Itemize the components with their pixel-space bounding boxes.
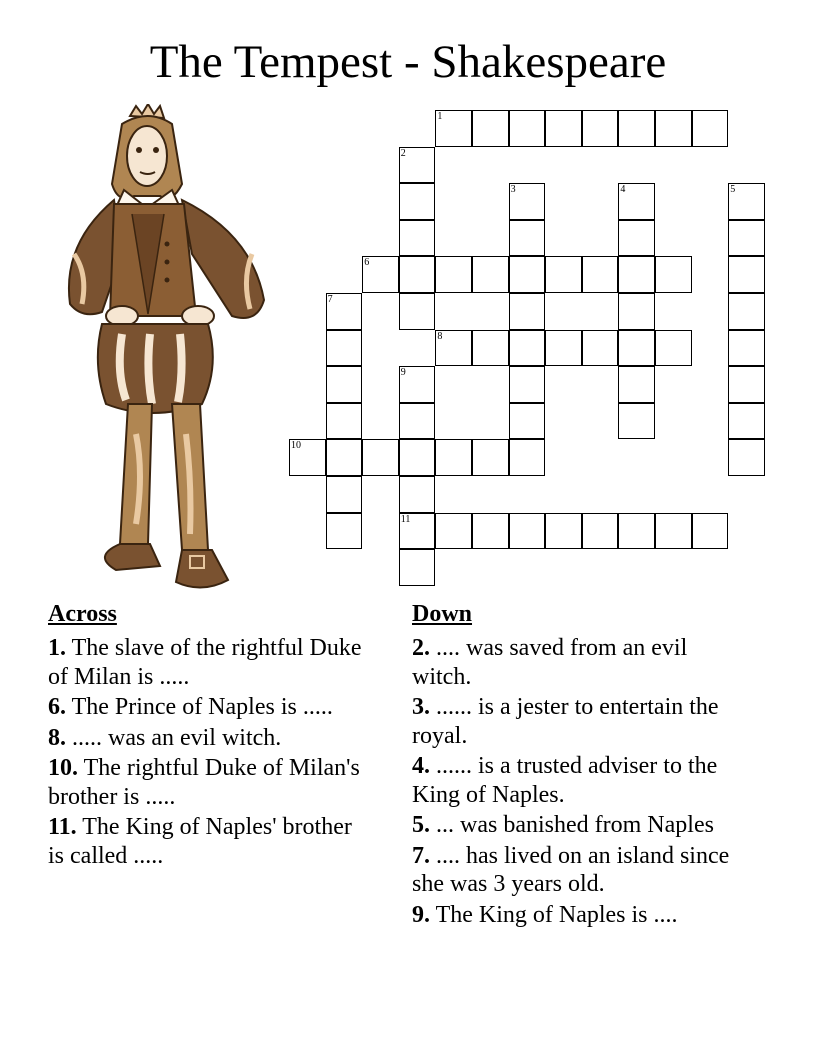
grid-cell[interactable] [728,183,765,220]
grid-cell[interactable] [728,330,765,367]
across-clue-6: 6. The Prince of Naples is ..... [48,694,333,720]
grid-cell[interactable] [655,513,692,550]
grid-cell[interactable] [326,403,363,440]
clue-number: 5 [730,184,736,196]
grid-cell[interactable] [399,147,436,184]
grid-cell[interactable] [399,513,436,550]
grid-cell[interactable] [728,366,765,403]
grid-cell[interactable] [582,330,619,367]
down-clue-4: 4. ...... is a trusted adviser to the King of Naples. [412,753,718,808]
grid-cell[interactable] [326,476,363,513]
grid-cell[interactable] [435,256,472,293]
grid-cell[interactable] [509,183,546,220]
grid-cell[interactable] [472,439,509,476]
grid-cell[interactable] [326,439,363,476]
grid-cell[interactable] [728,293,765,330]
grid-cell[interactable] [399,549,436,586]
grid-cell[interactable] [509,220,546,257]
grid-cell[interactable] [509,439,546,476]
clue-number: 3 [510,184,516,196]
grid-cell[interactable] [655,110,692,147]
grid-cell[interactable] [435,439,472,476]
clue-number: 9 [400,367,406,379]
grid-cell[interactable] [472,330,509,367]
grid-cell[interactable] [692,513,729,550]
grid-cell[interactable] [618,220,655,257]
clue-number: 6 [364,257,370,269]
down-heading: Down [412,601,473,627]
clue-number: 11 [400,513,411,525]
grid-cell[interactable] [509,330,546,367]
grid-cell[interactable] [289,439,326,476]
grid-cell[interactable] [509,513,546,550]
grid-cell[interactable] [582,110,619,147]
grid-cell[interactable] [399,403,436,440]
down-clue-9: 9. The King of Naples is .... [412,901,678,928]
grid-cell[interactable] [728,256,765,293]
grid-cell[interactable] [728,403,765,440]
grid-cell[interactable] [618,256,655,293]
across-clue-1: 1. The slave of the rightful Duke of Milan is ..... [48,635,362,690]
across-heading: Across [48,601,117,627]
clue-number: 2 [400,147,406,159]
across-clue-10: 10. The rightful Duke of Milan's brother is ..... [48,755,360,810]
clue-number: 4 [620,184,626,196]
grid-cell[interactable] [472,110,509,147]
grid-cell[interactable] [399,366,436,403]
grid-cell[interactable] [545,513,582,550]
grid-cell[interactable] [655,330,692,367]
grid-cell[interactable] [326,513,363,550]
down-clue-5: 5. ... was banished from Naples [412,812,714,838]
page-title: The Tempest - Shakespeare [149,36,667,88]
grid-cell[interactable] [582,256,619,293]
grid-cell[interactable] [545,256,582,293]
grid-cell[interactable] [435,110,472,147]
clue-number: 7 [327,294,333,305]
across-clue-8: 8. ..... was an evil witch. [48,724,282,751]
grid-cell[interactable] [728,220,765,257]
grid-cell[interactable] [618,183,655,220]
grid-cell[interactable] [362,256,399,293]
grid-cell[interactable] [509,366,546,403]
grid-cell[interactable] [618,330,655,367]
grid-cell[interactable] [509,403,546,440]
down-clues [412,600,732,952]
down-clue-3: 3. ...... is a jester to entertain the royal. [412,694,719,749]
grid-cell[interactable] [545,110,582,147]
grid-cell[interactable] [618,110,655,147]
grid-cell[interactable] [545,330,582,367]
across-clues [48,600,368,872]
grid-cell[interactable] [472,256,509,293]
grid-cell[interactable] [472,513,509,550]
grid-cell[interactable] [618,403,655,440]
shakespeare-figure-illustration [52,104,282,592]
grid-cell[interactable] [399,220,436,257]
grid-cell[interactable] [582,513,619,550]
grid-cell[interactable] [399,476,436,513]
grid-cell[interactable] [435,330,472,367]
grid-cell[interactable] [509,256,546,293]
grid-cell[interactable] [362,439,399,476]
grid-cell[interactable] [618,293,655,330]
down-clue-7: 7. .... has lived on an island since she was 3 years old. [412,842,730,897]
grid-cell[interactable] [326,366,363,403]
clue-number: 8 [437,330,443,342]
grid-cell[interactable] [618,366,655,403]
grid-cell[interactable] [435,513,472,550]
across-clue-11: 11. The King of Naples' brother is called ..... [48,814,352,869]
grid-cell[interactable] [399,293,436,330]
grid-cell[interactable] [326,330,363,367]
clue-number: 10 [291,440,301,452]
grid-cell[interactable] [399,183,436,220]
grid-cell[interactable] [326,293,363,330]
grid-cell[interactable] [728,439,765,476]
grid-cell[interactable] [399,439,436,476]
grid-cell[interactable] [399,256,436,293]
grid-cell[interactable] [655,256,692,293]
grid-cell[interactable] [692,110,729,147]
clue-number: 1 [437,111,443,122]
grid-cell[interactable] [618,513,655,550]
down-clue-2: 2. .... was saved from an evil witch. [412,635,688,690]
grid-cell[interactable] [509,293,546,330]
grid-cell[interactable] [509,110,546,147]
